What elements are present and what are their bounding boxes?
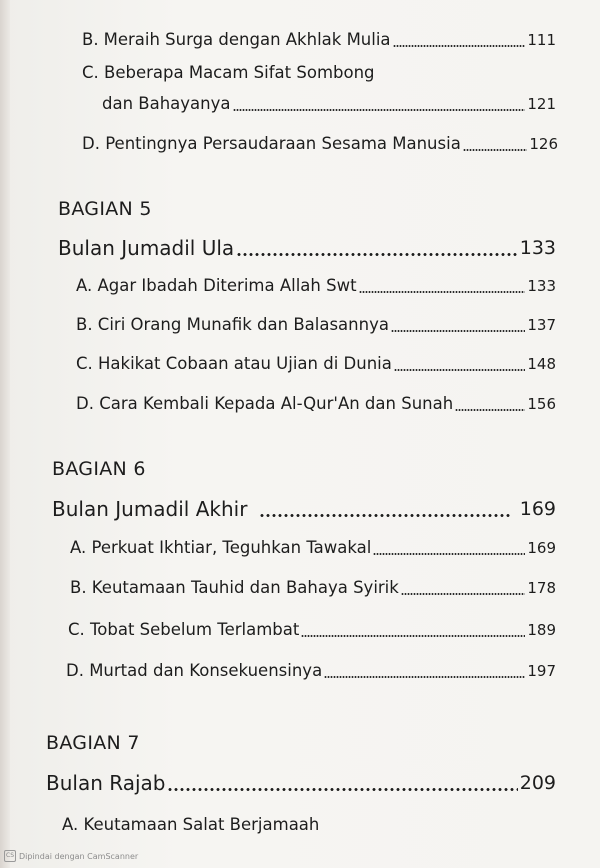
toc-entry-title: B. Keutamaan Tauhid dan Bahaya Syirik: [70, 578, 399, 597]
scanner-watermark: [4, 850, 138, 862]
toc-entry-title: D. Cara Kembali Kepada Al-Qur'An dan Sunah: [76, 394, 454, 413]
toc-entry-page: 169: [527, 539, 556, 557]
part-heading: BAGIAN 7: [46, 732, 140, 754]
toc-entry: [66, 658, 556, 684]
toc-entry-title: D. Pentingnya Persaudaraan Sesama Manusia: [82, 134, 461, 153]
leader-dots: [393, 44, 526, 48]
leader-dots: [301, 634, 525, 638]
page-edge-shadow: [0, 0, 10, 868]
toc-entry: [76, 351, 556, 377]
chapter-page: 133: [519, 237, 556, 259]
leader-dots: [259, 513, 509, 518]
chapter-title: Bulan Rajab: [46, 771, 166, 795]
toc-entry-page: 126: [529, 135, 558, 153]
toc-entry: [82, 131, 558, 157]
part-heading: BAGIAN 6: [52, 458, 146, 480]
leader-dots: [167, 787, 517, 792]
leader-dots: [359, 290, 526, 294]
chapter-entry: [46, 768, 556, 798]
toc-entry: [76, 273, 556, 299]
leader-dots: [233, 108, 526, 112]
chapter-page: 209: [519, 772, 556, 794]
toc-entry-page: 197: [527, 662, 556, 680]
toc-entry: [82, 27, 556, 53]
chapter-title: Bulan Jumadil Akhir: [52, 497, 248, 521]
toc-entry: [70, 575, 556, 601]
toc-entry-page: 189: [527, 621, 556, 639]
toc-entry-page: 137: [527, 316, 556, 334]
toc-entry-page: 121: [527, 95, 556, 113]
toc-entry-title: A. Perkuat Ikhtiar, Teguhkan Tawakal: [70, 538, 372, 557]
toc-entry: [76, 391, 556, 417]
chapter-entry: [52, 494, 556, 524]
toc-entry-title: A. Agar Ibadah Diterima Allah Swt: [76, 276, 357, 295]
leader-dots: [324, 675, 525, 679]
leader-dots: [401, 592, 526, 596]
chapter-entry: [58, 233, 556, 263]
toc-entry-page: 178: [527, 579, 556, 597]
leader-dots: [455, 408, 525, 412]
toc-entry: [68, 617, 556, 643]
toc-entry-title: C. Tobat Sebelum Terlambat: [68, 620, 300, 639]
toc-entry-title: dan Bahayanya: [102, 94, 231, 113]
leader-dots: [394, 368, 526, 372]
toc-entry: [102, 91, 556, 117]
leader-dots: [373, 552, 525, 556]
toc-entry-page: 111: [527, 31, 556, 49]
toc-entry-title: C. Beberapa Macam Sifat Sombong: [82, 63, 375, 82]
toc-entry-title: C. Hakikat Cobaan atau Ujian di Dunia: [76, 354, 392, 373]
part-heading: BAGIAN 5: [58, 198, 152, 220]
toc-entry: [76, 312, 556, 338]
leader-dots: [391, 329, 525, 333]
leader-dots: [236, 252, 518, 257]
toc-entry-title: D. Murtad dan Konsekuensinya: [66, 661, 323, 680]
toc-entry-page: 156: [527, 395, 556, 413]
leader-dots: [463, 148, 528, 152]
toc-entry-title: B.: [82, 30, 99, 49]
chapter-page: 169: [519, 498, 556, 520]
toc-entry-title: Meraih Surga dengan Akhlak Mulia: [103, 30, 391, 49]
toc-entry-title: B. Ciri Orang Munafik dan Balasannya: [76, 315, 389, 334]
scanner-watermark-text: Dipindai dengan CamScanner: [19, 851, 139, 861]
toc-entry-page: 148: [527, 355, 556, 373]
toc-entry: [70, 535, 556, 561]
chapter-title: Bulan Jumadil Ula: [58, 236, 235, 260]
camscanner-logo-icon: CS: [4, 850, 16, 862]
toc-entry-page: 133: [527, 277, 556, 295]
toc-entry-title: A. Keutamaan Salat Berjamaah: [62, 815, 320, 834]
